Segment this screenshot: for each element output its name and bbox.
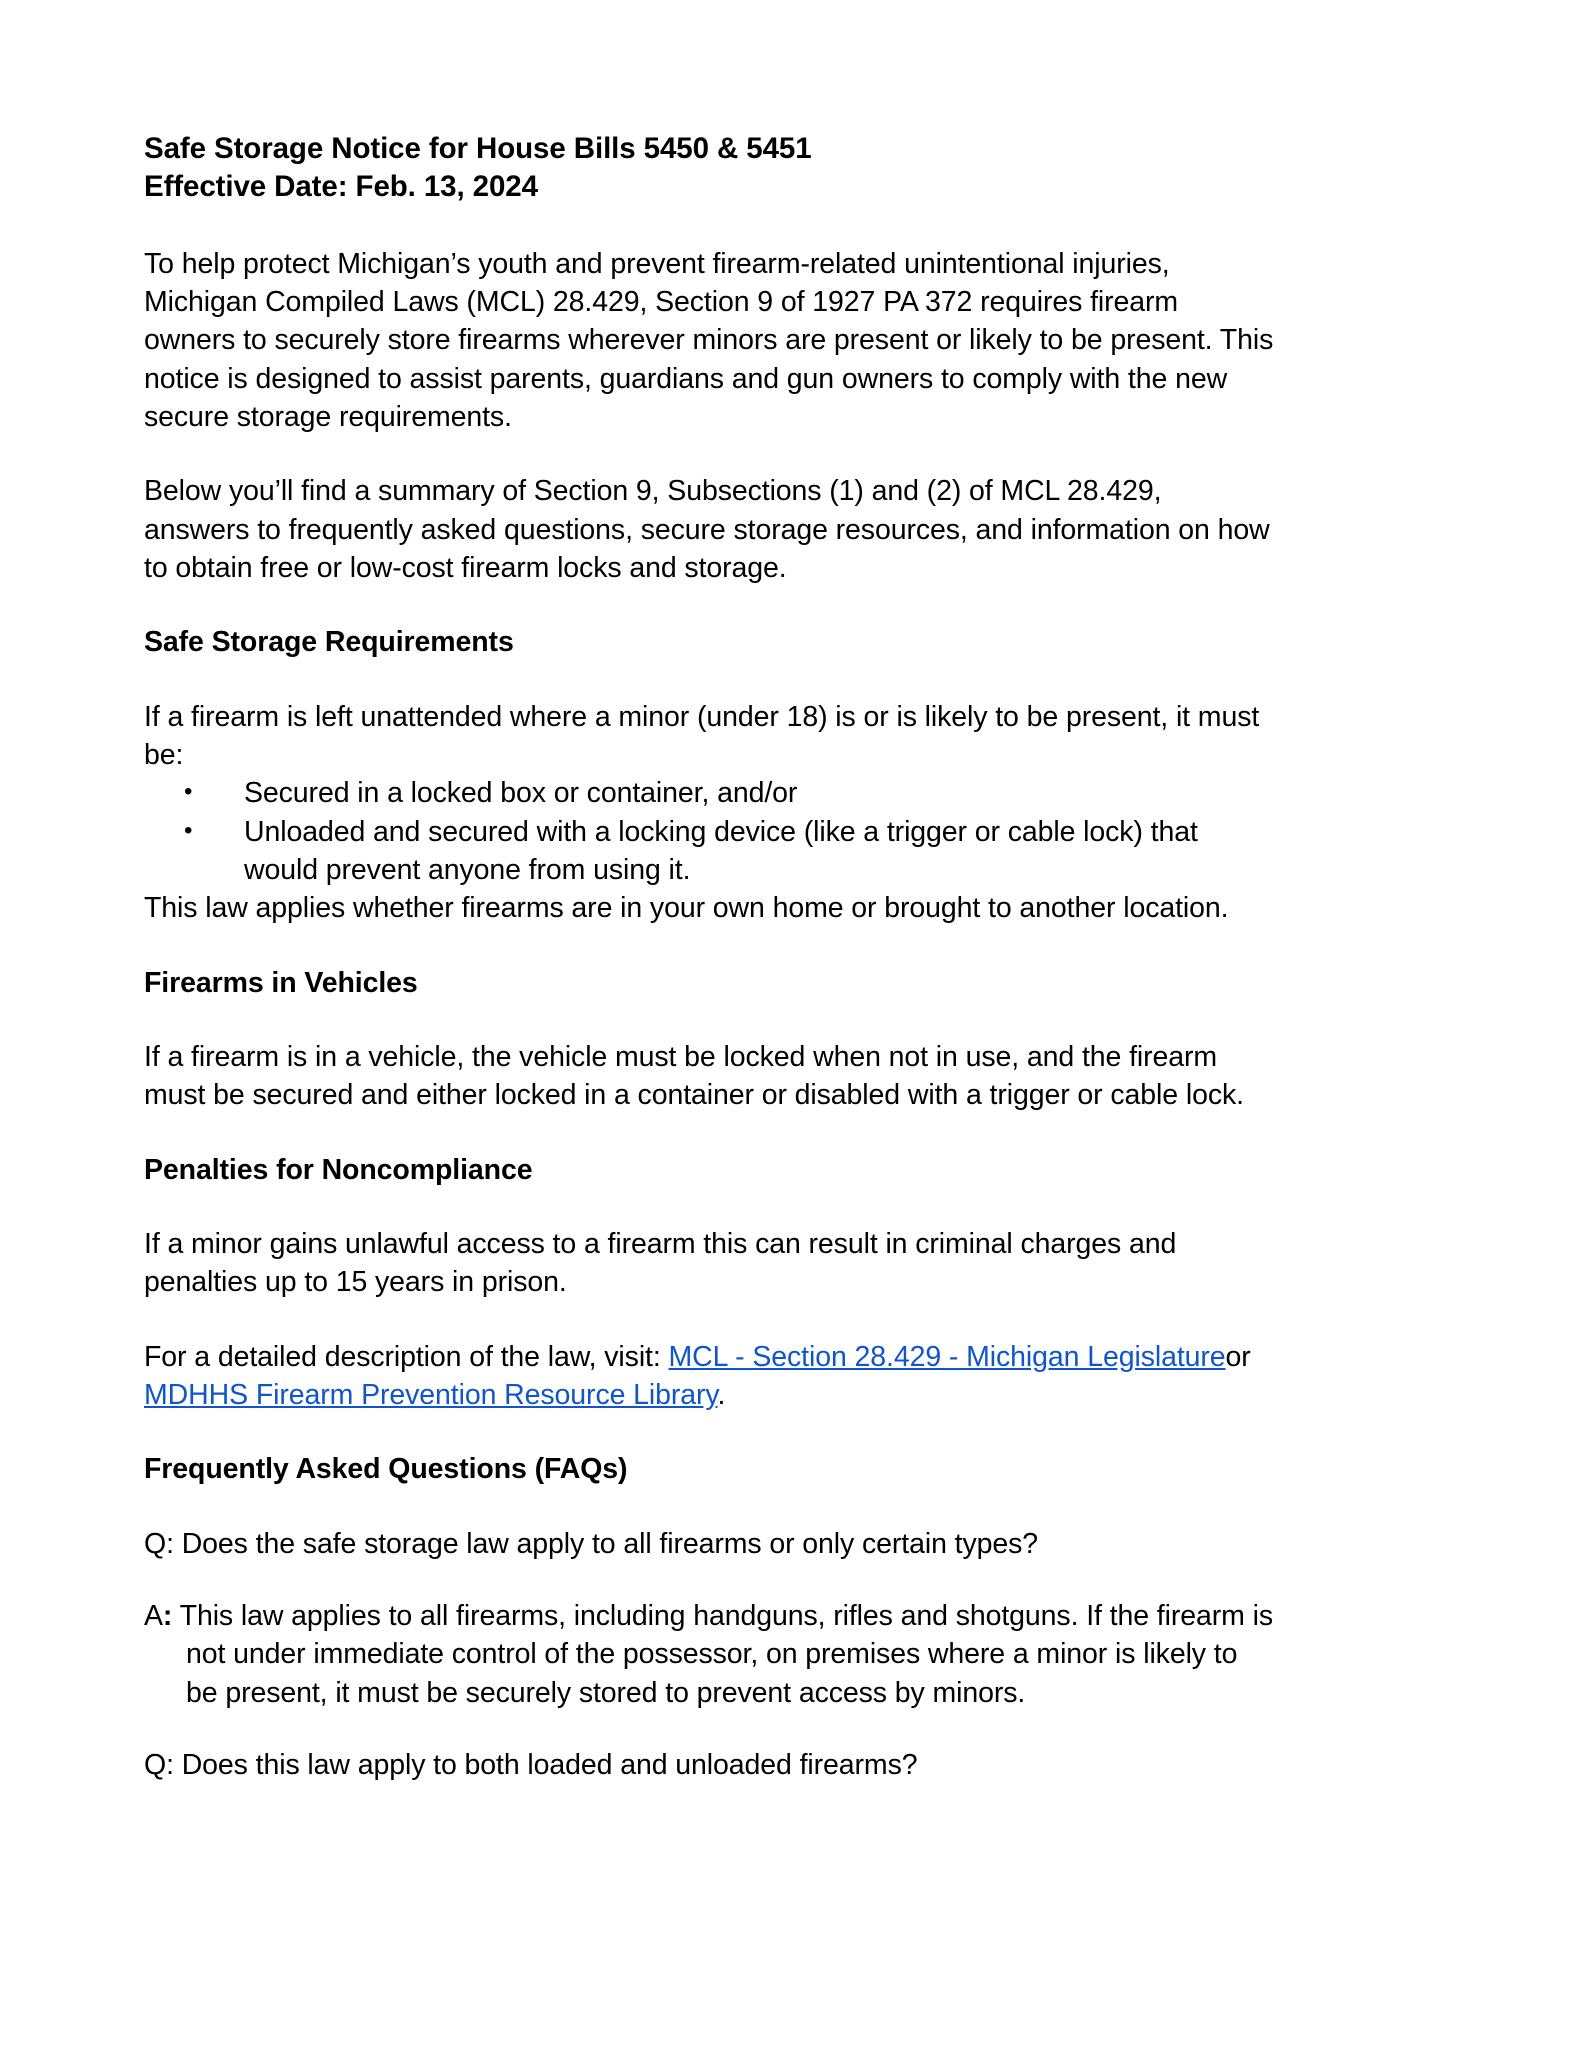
spacer	[144, 1302, 1274, 1338]
faq-answer-colon: :	[162, 1599, 173, 1632]
spacer	[144, 928, 1274, 964]
intro-paragraph-1: To help protect Michigan’s youth and prevent firearm-related unintentional injuries, Michigan Compiled Laws (MCL) 28.429, Section 9 of 1927 PA 372 requires firearm owners to securely store firearms wherever minors are present or likely to be present. This notice is designed to assist parents, guardians and gun owners to comply with the new secure storage requirements.	[144, 247, 1274, 433]
spacer	[144, 1563, 1274, 1597]
document-title-line-1: Safe Storage Notice for House Bills 5450 & 5451	[144, 132, 812, 165]
spacer	[144, 436, 1274, 472]
faq-answer-letter: A	[144, 1599, 163, 1632]
faq-question-2: Q: Does this law apply to both loaded and unloaded firearms?	[144, 1748, 918, 1781]
bullet-icon: •	[184, 816, 193, 844]
links-trailing-text: .	[717, 1378, 726, 1411]
faq-question-1: Q: Does the safe storage law apply to all firearms or only certain types?	[144, 1527, 1039, 1560]
vehicles-paragraph: If a firearm is in a vehicle, the vehicle must be locked when not in use, and the firearm must be secured and either locked in a container or disabled with a trigger or cable lock.	[144, 1040, 1244, 1112]
link-mcl-section-28429[interactable]: MCL - Section 28.429 - Michigan Legislature	[668, 1340, 1226, 1373]
link-mdhhs-firearm-prevention-resource-library[interactable]: MDHHS Firearm Prevention Resource Library	[144, 1378, 718, 1411]
spacer	[144, 207, 1274, 245]
bullet-icon: •	[184, 778, 193, 806]
list-item-label: Unloaded and secured with a locking device (like a trigger or cable lock) that would prevent anyone from using it.	[244, 815, 1198, 886]
heading-safe-storage-requirements: Safe Storage Requirements	[144, 626, 514, 659]
document-title-block	[144, 130, 1274, 207]
safe-storage-bullet-list	[144, 774, 1274, 889]
faq-answer-text: This law applies to all firearms, including handguns, rifles and shotguns. If the firearm is not under immediate control of the possessor, on premises where a minor is likely to be present, it must be securely stored to prevent access by minors.	[172, 1599, 1273, 1709]
faq-answer-1	[144, 1597, 1274, 1712]
heading-penalties-for-noncompliance: Penalties for Noncompliance	[144, 1153, 533, 1186]
spacer	[144, 1189, 1274, 1225]
list-item-label: Secured in a locked box or container, and/or	[244, 777, 798, 810]
links-lead-text: For a detailed description of the law, visit:	[144, 1340, 669, 1373]
spacer	[144, 1002, 1274, 1038]
spacer	[144, 662, 1274, 698]
document-title-line-2: Effective Date: Feb. 13, 2024	[144, 170, 538, 204]
penalties-paragraph: If a minor gains unlawful access to a firearm this can result in criminal charges and penalties up to 15 years in prison.	[144, 1227, 1177, 1299]
resources-links-paragraph	[144, 1338, 1274, 1415]
spacer	[144, 1414, 1274, 1450]
list-item	[144, 813, 1274, 890]
spacer	[144, 1115, 1274, 1151]
heading-firearms-in-vehicles: Firearms in Vehicles	[144, 966, 418, 999]
intro-paragraph-2: Below you’ll find a summary of Section 9, Subsections (1) and (2) of MCL 28.429, answers to frequently asked questions, secure storage resources, and information on how to obtain free or low-cost firearm locks and storage.	[144, 475, 1270, 584]
spacer	[144, 1489, 1274, 1525]
faq-answer-marker	[144, 1600, 172, 1632]
links-connector-text: or	[1225, 1340, 1251, 1373]
safe-storage-closing-paragraph: This law applies whether firearms are in your own home or brought to another location.	[144, 892, 1229, 925]
heading-frequently-asked-questions: Frequently Asked Questions (FAQs)	[144, 1453, 628, 1486]
spacer	[144, 1712, 1274, 1746]
spacer	[144, 587, 1274, 623]
safe-storage-lead-paragraph: If a firearm is left unattended where a minor (under 18) is or is likely to be present, it must be:	[144, 700, 1260, 771]
list-item	[144, 774, 1274, 812]
document-content	[144, 130, 1274, 1784]
